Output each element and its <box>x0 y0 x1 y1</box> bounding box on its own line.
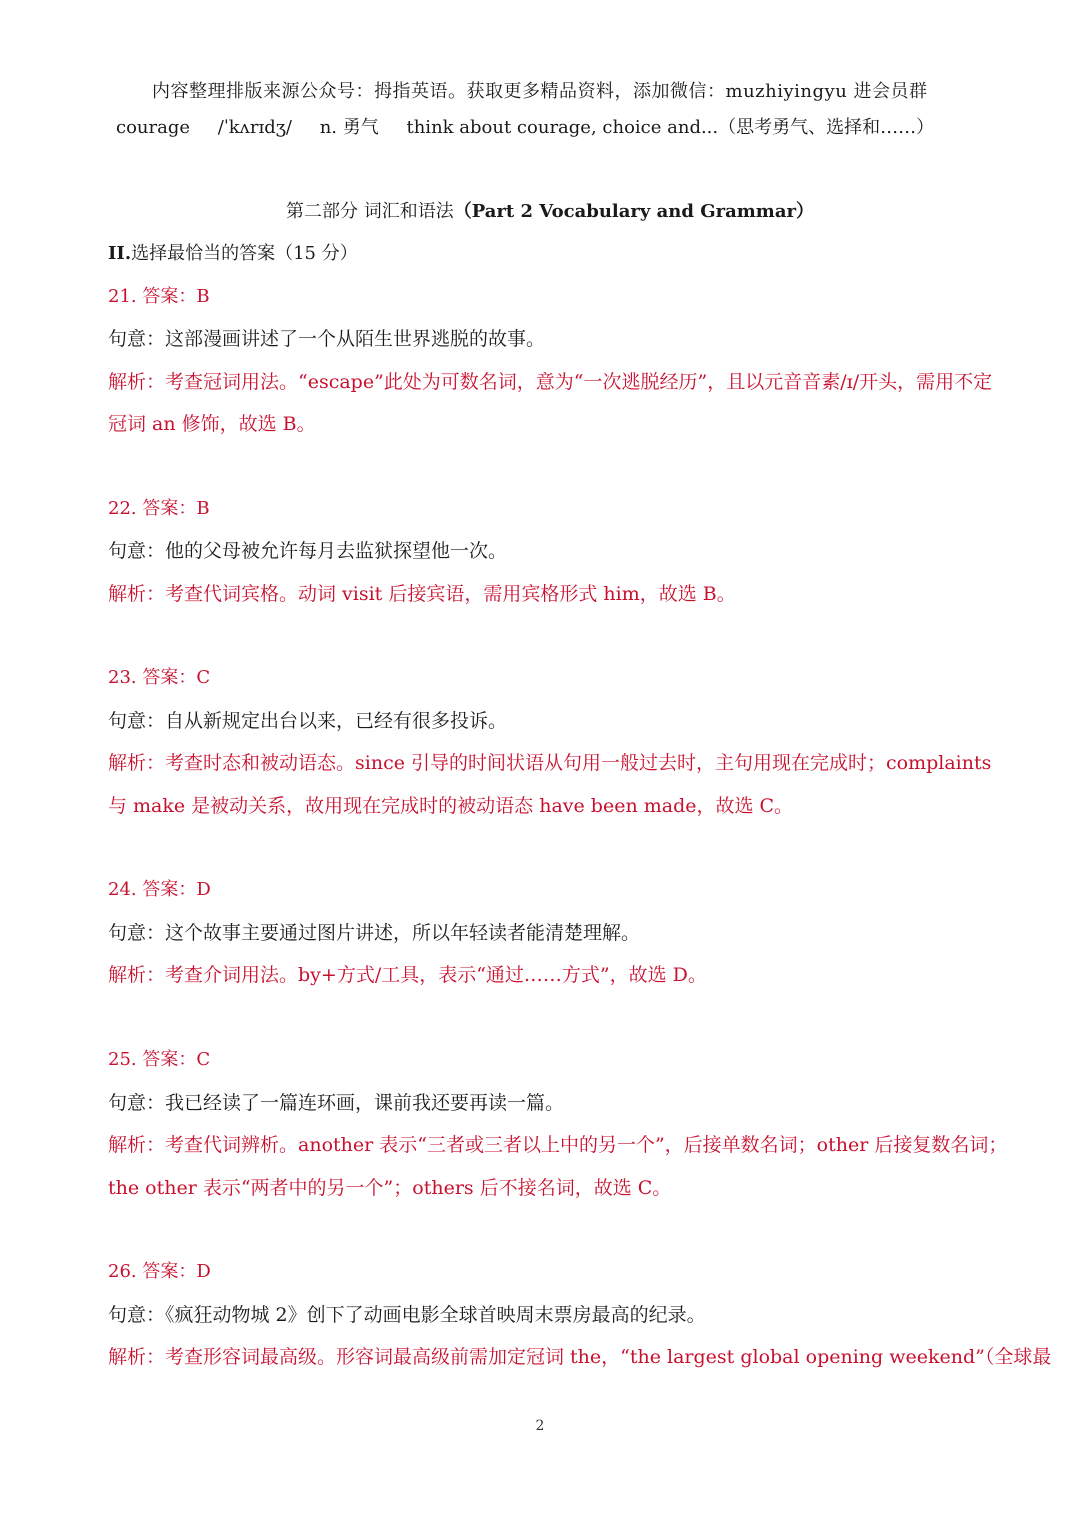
analysis-21-line-2: 冠词 an 修饰，故选 B。 <box>108 413 316 435</box>
analysis-23-line-2: 与 make 是被动关系，故用现在完成时的被动语态 have been made，故选 C。 <box>108 795 794 817</box>
meaning-26: 句意：《疯狂动物城 2》创下了动画电影全球首映周末票房最高的纪录。 <box>108 1304 706 1326</box>
analysis-25-line-2: the other 表示“两者中的另一个”；others 后不接名词，故选 C。 <box>108 1177 672 1199</box>
source-note: 内容整理排版来源公众号：拇指英语。获取更多精品资料，添加微信：muzhiyingyu 进会员群 <box>152 81 928 102</box>
vocab-entry <box>116 114 972 142</box>
answer-26: 26. 答案：D <box>108 1261 211 1282</box>
analysis-23-line-1: 解析：考查时态和被动语态。since 引导的时间状语从句用一般过去时，主句用现在完成时；complaints <box>108 752 992 774</box>
meaning-25: 句意：我已经读了一篇连环画，课前我还要再读一篇。 <box>108 1092 565 1114</box>
analysis-21-line-1: 解析：考查冠词用法。“escape”此处为可数名词，意为“一次逃脱经历”，且以元音音素/ɪ/开头，需用不定 <box>108 371 993 393</box>
answer-21: 21. 答案：B <box>108 286 210 307</box>
analysis-26-line-1: 解析：考查形容词最高级。形容词最高级前需加定冠词 the，“the largest global opening weekend”（全球最 <box>108 1346 1052 1368</box>
question-group-heading <box>108 240 972 268</box>
answer-25: 25. 答案：C <box>108 1049 211 1070</box>
question-group-label: II. <box>108 243 132 264</box>
question-group-title: 选择最恰当的答案（15 分） <box>131 243 358 264</box>
meaning-21: 句意：这部漫画讲述了一个从陌生世界逃脱的故事。 <box>108 328 546 350</box>
analysis-25-line-1: 解析：考查代词辨析。another 表示“三者或三者以上中的另一个”，后接单数名词；other 后接复数名词； <box>108 1134 1008 1156</box>
analysis-24-line-1: 解析：考查介词用法。by+方式/工具，表示“通过……方式”，故选 D。 <box>108 964 707 986</box>
meaning-24: 句意：这个故事主要通过图片讲述，所以年轻读者能清楚理解。 <box>108 922 641 944</box>
vocab-usage: think about courage, choice and...（思考勇气、选择和……） <box>406 117 935 138</box>
analysis-22-line-1: 解析：考查代词宾格。动词 visit 后接宾语，需用宾格形式 him，故选 B。 <box>108 583 736 605</box>
section-title <box>0 198 1080 226</box>
section-title-en: （Part 2 Vocabulary and Grammar） <box>453 201 814 222</box>
section-title-cn: 第二部分 词汇和语法 <box>286 201 454 222</box>
vocab-word: courage <box>116 117 191 138</box>
answer-22: 22. 答案：B <box>108 498 210 519</box>
page-number: 2 <box>535 1418 545 1434</box>
answer-24: 24. 答案：D <box>108 879 211 900</box>
meaning-22: 句意：他的父母被允许每月去监狱探望他一次。 <box>108 540 508 562</box>
vocab-pos: n. 勇气 <box>319 117 379 138</box>
vocab-phonetic: /ˈkʌrɪdʒ/ <box>217 117 292 138</box>
meaning-23: 句意：自从新规定出台以来，已经有很多投诉。 <box>108 710 508 732</box>
answer-23: 23. 答案：C <box>108 667 211 688</box>
